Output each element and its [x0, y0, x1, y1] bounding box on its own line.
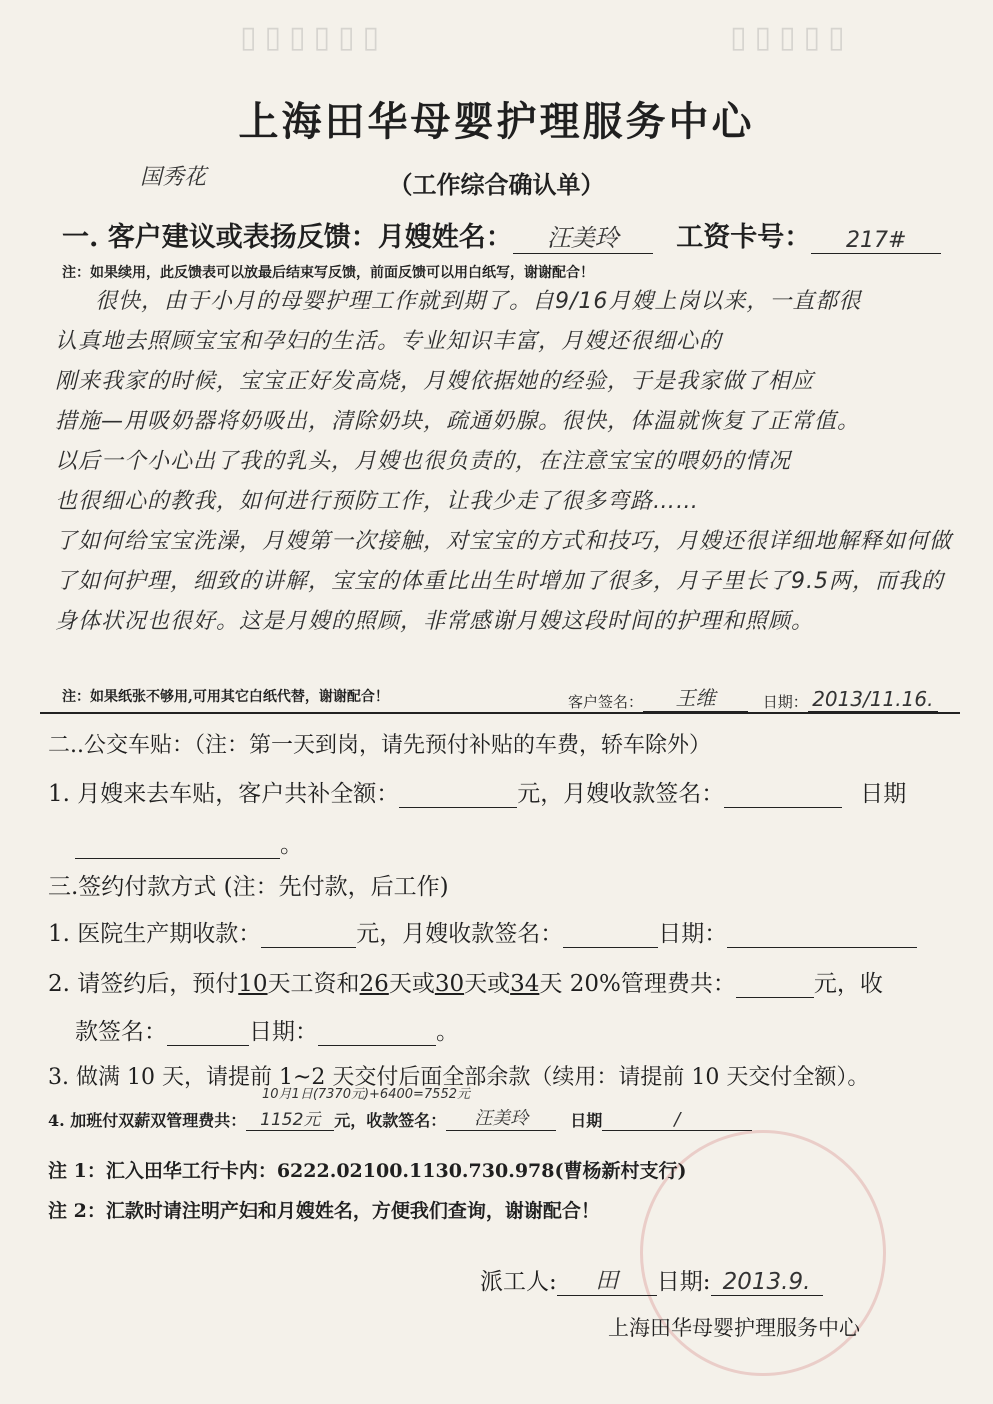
- client-sign-label: 客户签名：: [568, 693, 644, 711]
- final-payment-row: 3. 做满 10 天，请提前 1~2 天交付后面全部余款（续用：请提前 10 天交付全额）。: [48, 1065, 870, 1090]
- dispatcher-row: [480, 1262, 823, 1296]
- period-mark: 。: [280, 832, 303, 858]
- prepay-days-26: 26: [359, 971, 389, 997]
- prepayment-sign-row: [75, 1013, 459, 1046]
- hospital-payment-sign-field[interactable]: [563, 921, 658, 948]
- feedback-line: 刚来我家的时候，宝宝正好发高烧，月嫂依据她的经验，于是我家做了相应: [55, 369, 815, 394]
- feedback-line: 了如何给宝宝洗澡，月嫂第一次接触，对宝宝的方式和技巧，月嫂还很详细地解释如何做: [55, 529, 953, 554]
- document-subtitle: （工作综合确认单）: [388, 170, 605, 199]
- prepay-date-label: 日期：: [249, 1019, 318, 1045]
- footer-date-field[interactable]: 2013.9.: [711, 1269, 823, 1296]
- bleed-through-text: ▯▯▯▯▯▯: [240, 20, 388, 55]
- note-bank-account: 注 1：汇入田华工行卡内：6222.02100.1130.730.978(曹杨新村支行): [48, 1160, 687, 1182]
- client-signature-row: [568, 682, 938, 712]
- prepay-days-34: 34: [510, 971, 540, 997]
- client-date-field[interactable]: 2013/11.16.: [808, 687, 938, 712]
- hospital-payment-date-label: 日期：: [658, 921, 728, 947]
- feedback-line: 了如何护理，细致的讲解，宝宝的体重比出生时增加了很多，月子里长了9.5两，而我的: [55, 569, 944, 594]
- note-top: 注：如果续用，此反馈表可以放最后结束写反馈，前面反馈可以用白纸写，谢谢配合！: [62, 265, 594, 281]
- bus-subsidy-sign-label: 元，月嫂收款签名：: [517, 781, 725, 807]
- overtime-label: 4. 加班付双薪双管理费共：: [48, 1111, 247, 1130]
- handwritten-name: 国秀花: [140, 165, 207, 190]
- prepay-days-10: 10: [238, 971, 268, 997]
- hospital-payment-label: 1. 医院生产期收款：: [48, 921, 262, 947]
- overtime-date-label: 日期: [570, 1111, 603, 1130]
- feedback-line: 很快，由于小月的母婴护理工作就到期了。自9/16月嫂上岗以来，一直都很: [95, 289, 862, 314]
- overtime-amount-field[interactable]: 1152元: [246, 1105, 334, 1131]
- overtime-sign-field[interactable]: 汪美玲: [446, 1104, 556, 1131]
- prepay-sign-label: 款签名：: [75, 1019, 167, 1045]
- card-number-label: 工资卡号：: [676, 222, 812, 253]
- feedback-line: 身体状况也很好。这是月嫂的照顾，非常感谢月嫂这段时间的护理和照顾。: [55, 609, 815, 634]
- feedback-line: 措施—用吸奶器将奶吸出，清除奶块，疏通奶腺。很快，体温就恢复了正常值。: [55, 409, 861, 434]
- prepayment-text-e: 天 20%管理费共：: [539, 971, 736, 997]
- prepayment-text-a: 2. 请签约后，预付: [48, 971, 239, 997]
- footer-organization: 上海田华母婴护理服务中心: [608, 1316, 860, 1340]
- client-sign-field[interactable]: 王维: [643, 682, 748, 712]
- section3-label: 三.签约付款方式 (注：先付款，后工作): [48, 874, 449, 900]
- bleed-through-text: ▯▯▯▯▯: [730, 20, 853, 55]
- client-date-label: 日期：: [762, 693, 808, 711]
- period-mark: 。: [436, 1019, 459, 1045]
- nanny-name-field[interactable]: 汪美玲: [513, 218, 653, 254]
- prepay-days-30: 30: [434, 971, 465, 997]
- feedback-line: 也很细心的教我，如何进行预防工作，让我少走了很多弯路……: [55, 489, 700, 514]
- prepay-sign-field[interactable]: [167, 1019, 249, 1046]
- section2-label: 二..公交车贴：（注：第一天到岗，请先预付补贴的车费，轿车除外）: [48, 733, 711, 758]
- prepayment-row: [48, 965, 883, 998]
- prepayment-text-f: 元，收: [813, 971, 883, 997]
- note-bottom: 注：如果纸张不够用,可用其它白纸代替，谢谢配合！: [62, 689, 389, 705]
- dispatcher-field[interactable]: 田: [557, 1262, 657, 1296]
- hospital-payment-sign-label: 元，月嫂收款签名：: [356, 921, 564, 947]
- section1-label: 一. 客户建议或表扬反馈：: [62, 222, 378, 253]
- hospital-payment-date-field[interactable]: [727, 921, 917, 948]
- feedback-line: 以后一个小心出了我的乳头，月嫂也很负责的，在注意宝宝的喂奶的情况: [55, 449, 792, 474]
- bus-subsidy-label: 1. 月嫂来去车贴，客户共补全额：: [48, 781, 400, 807]
- overtime-sign-label: 元，收款签名：: [334, 1111, 447, 1130]
- dispatcher-label: 派工人:: [480, 1269, 557, 1295]
- section-divider: [40, 712, 960, 714]
- bus-subsidy-date-label: 日期: [860, 781, 907, 807]
- footer-date-label: 日期:: [656, 1269, 711, 1295]
- note-remittance: 注 2：汇款时请注明产妇和月嫂姓名，方便我们查询，谢谢配合！: [48, 1200, 600, 1222]
- prepayment-text-b: 天工资和: [267, 971, 360, 997]
- prepayment-text-d: 天或: [464, 971, 511, 997]
- overtime-row: [48, 1104, 752, 1131]
- prepayment-text-c: 天或: [388, 971, 435, 997]
- hospital-payment-row: [48, 915, 917, 948]
- card-number-field[interactable]: 217#: [811, 228, 941, 254]
- document-title: 上海田华母婴护理服务中心: [238, 98, 755, 145]
- bus-subsidy-amount-field[interactable]: [399, 781, 517, 808]
- bus-subsidy-date-row: [75, 826, 303, 859]
- management-fee-field[interactable]: [736, 971, 814, 998]
- nanny-name-label: 月嫂姓名：: [377, 222, 513, 253]
- feedback-line: 认真地去照顾宝宝和孕妇的生活。专业知识丰富，月嫂还很细心的: [55, 329, 723, 354]
- feedback-text: [55, 282, 965, 682]
- bus-subsidy-date-field[interactable]: [75, 832, 280, 859]
- overtime-handwritten-note: 10月1日(7370元)+6400=7552元: [262, 1087, 470, 1102]
- prepay-date-field[interactable]: [318, 1019, 436, 1046]
- bus-subsidy-sign-field[interactable]: [724, 781, 842, 808]
- hospital-payment-amount-field[interactable]: [261, 921, 356, 948]
- section1-header: [62, 215, 941, 254]
- bus-subsidy-row: [48, 775, 906, 808]
- overtime-date-field[interactable]: /: [602, 1109, 752, 1131]
